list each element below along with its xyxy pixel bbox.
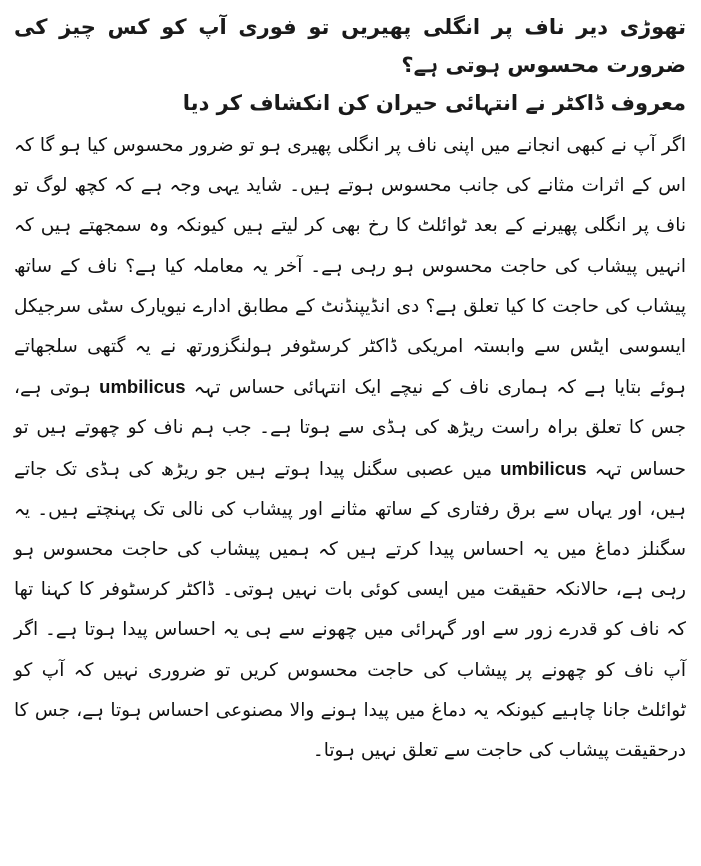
umbilicus-term-1: umbilicus — [99, 376, 186, 398]
body-text-part-1: اگر آپ نے کبھی انجانے میں اپنی ناف پر انگلی پھیری ہو تو ضرور محسوس کیا ہو گا کہ اس کے اثرات مثانے کی جانب محسوس ہوتے ہیں۔ شاید یہی وجہ ہے کہ کچھ لوگ تو ناف پر انگلی پھیرنے کے بعد ٹوائلٹ کا رخ بھی کر لیتے ہیں کیونکہ وہ سمجھتے ہیں کہ انہیں پیشاب کی حاجت محسوس ہو رہی ہے۔ آخر یہ معاملہ کیا ہے؟ ناف کے ساتھ پیشاب کی حاجت کا کیا تعلق ہے؟ دی انڈیپنڈنٹ کے مطابق ادارے نیویارک سٹی سرجیکل ایسوسی ایٹس سے وابستہ امریکی ڈاکٹر کرسٹوفر ہولنگزورتھ نے یہ گتھی سلجھاتے ہوئے بتایا ہے کہ ہماری ناف کے نیچے ایک انتہائی حساس تہہ — [14, 135, 686, 399]
subheadline: معروف ڈاکٹر نے انتہائی حیران کن انکشاف کر دیا — [182, 91, 686, 115]
umbilicus-term-2: umbilicus — [500, 457, 587, 479]
article — [14, 8, 686, 771]
headline: تھوڑی دیر ناف پر انگلی پھیریں تو فوری آپ کو کس چیز کی ضرورت محسوس ہوتی ہے؟ — [14, 15, 686, 77]
article-body — [14, 126, 686, 771]
body-text-part-2: ہوتی ہے، جس کا تعلق براہ راست ریڑھ کی ہڈی سے ہوتا ہے۔ جب ہم ناف کو چھوتے ہیں تو حساس تہہ — [14, 377, 686, 480]
body-text-part-3: میں عصبی سگنل پیدا ہوتے ہیں جو ریڑھ کی ہڈی تک جاتے ہیں، اور یہاں سے برق رفتاری کے ساتھ مثانے اور پیشاب کی نالی تک پہنچتے ہیں۔ یہ سگنلز دماغ میں یہ احساس پیدا کرتے ہیں کہ ہمیں پیشاب کی حاجت محسوس ہو رہی ہے، حالانکہ حقیقت میں ایسی کوئی بات نہیں ہوتی۔ ڈاکٹر کرسٹوفر کا کہنا تھا کہ ناف کو قدرے زور سے اور گہرائی میں چھونے سے ہی یہ احساس پیدا ہوتا ہے۔ اگر آپ ناف کو چھونے پر پیشاب کی حاجت محسوس کریں تو ضروری نہیں کہ آپ کو ٹوائلٹ جانا چاہیے کیونکہ یہ دماغ میں پیدا ہونے والا مصنوعی احساس ہوتا ہے، جس کا درحقیقت پیشاب کی حاجت سے تعلق نہیں ہوتا۔ — [14, 458, 686, 762]
